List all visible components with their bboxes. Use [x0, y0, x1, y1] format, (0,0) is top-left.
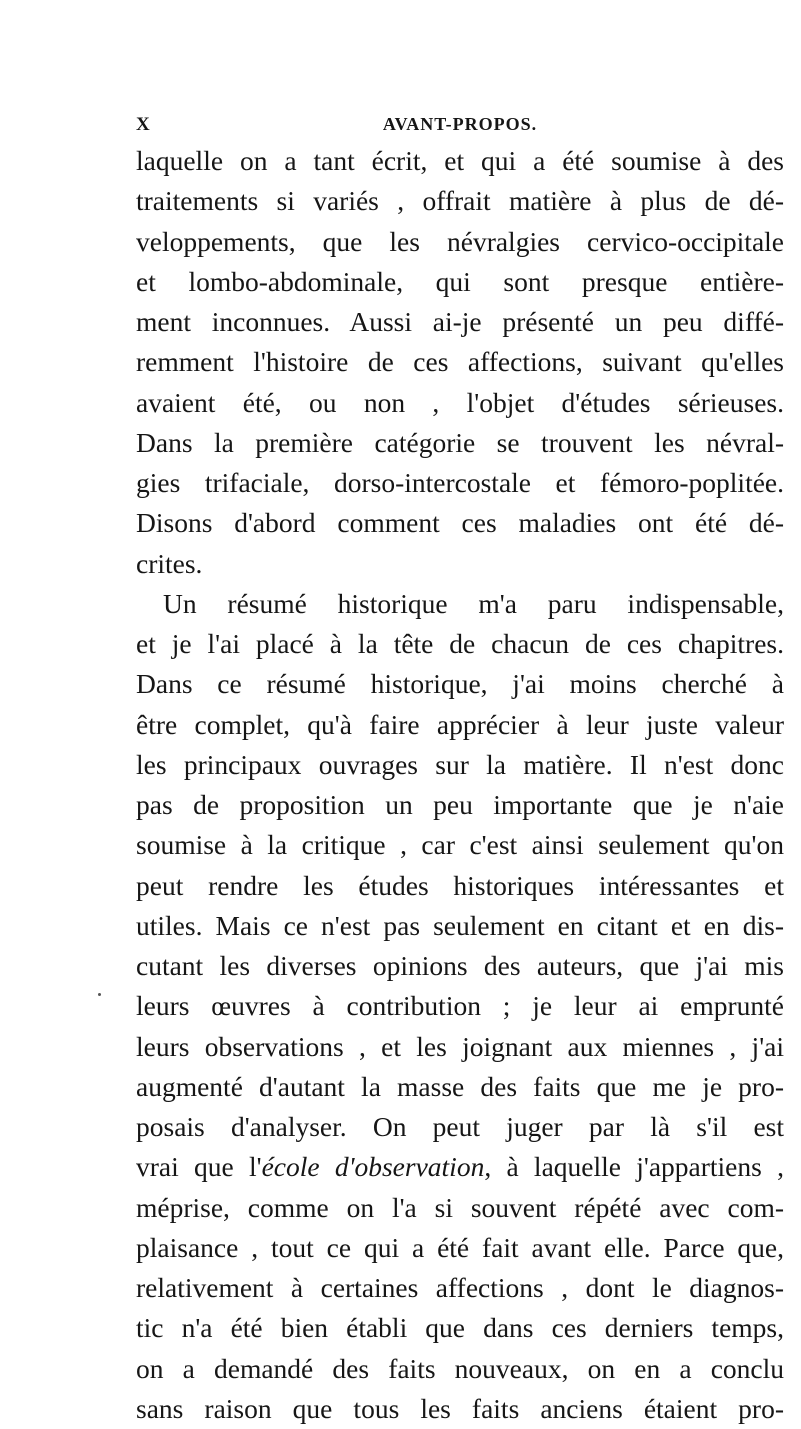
italic-term: école d'observation — [261, 1151, 485, 1183]
text-line: utiles. Mais ce n'est pas seulement en citant et en dis- — [136, 909, 784, 941]
text-line: Dans la première catégorie se trouvent les névral- — [136, 426, 784, 458]
section-title: AVANT-PROPOS. — [382, 114, 538, 134]
text-line: les principaux ouvrages sur la matière. Il n'est donc — [136, 748, 784, 780]
running-head — [136, 114, 784, 136]
text-line: sans raison que tous les faits anciens étaient pro- — [136, 1392, 784, 1424]
text-line: être complet, qu'à faire apprécier à leur juste valeur — [136, 708, 784, 740]
text-line: soumise à la critique , car c'est ainsi seulement qu'on — [136, 829, 784, 861]
text-line: traitements si variés , offrait matière à plus de dé- — [136, 185, 784, 217]
text-line-start: vrai que l' — [136, 1151, 262, 1183]
text-line: relativement à certaines affections , dont le diagnos- — [136, 1272, 784, 1303]
text-line-end: , à laquelle j'appartiens , — [484, 1151, 784, 1183]
text-line: posais d'analyser. On peut juger par là s'il est — [136, 1111, 784, 1142]
page-number: X — [136, 114, 151, 135]
text-line: veloppements, que les névralgies cervico-occipitale — [136, 225, 784, 257]
text-line: on a demandé des faits nouveaux, on en a conclu — [136, 1352, 784, 1384]
text-line: remment l'histoire de ces affections, suivant qu'elles — [136, 346, 784, 378]
text-line: laquelle on a tant écrit, et qui a été soumise à des — [136, 145, 784, 176]
text-line: plaisance , tout ce qui a été fait avant elle. Parce que, — [136, 1231, 784, 1263]
text-line: pas de proposition un peu importante que je n'aie — [136, 789, 784, 820]
text-line: avaient été, ou non , l'objet d'études sérieuses. — [136, 386, 784, 418]
text-line: ment inconnues. Aussi ai-je présenté un peu diffé- — [136, 306, 784, 337]
text-line: peut rendre les études historiques intéressantes et — [136, 869, 784, 901]
text-line: méprise, comme on l'a si souvent répété avec com- — [136, 1191, 784, 1223]
paragraph-end-line: crites. — [136, 547, 203, 579]
text-line: et je l'ai placé à la tête de chacun de ces chapitres. — [136, 628, 784, 659]
text-line: Disons d'abord comment ces maladies ont été dé- — [136, 507, 784, 539]
body-text — [136, 141, 784, 1429]
text-line: tic n'a été bien établi que dans ces derniers temps, — [136, 1312, 784, 1344]
text-line: leurs œuvres à contribution ; je leur ai emprunté — [136, 990, 784, 1022]
text-line-with-italic — [136, 1147, 784, 1187]
text-line: et lombo-abdominale, qui sont presque entière- — [136, 265, 784, 297]
paragraph-start-line: Un résumé historique m'a paru indispensable, — [163, 587, 784, 619]
margin-speck — [98, 993, 101, 996]
text-line: augmenté d'autant la masse des faits que me je pro- — [136, 1070, 784, 1102]
text-line: leurs observations , et les joignant aux miennes , j'ai — [136, 1030, 784, 1062]
text-line: cutant les diverses opinions des auteurs, que j'ai mis — [136, 950, 784, 981]
text-line: gies trifaciale, dorso-intercostale et fémoro-poplitée. — [136, 467, 784, 498]
text-line: Dans ce résumé historique, j'ai moins cherché à — [136, 668, 784, 700]
